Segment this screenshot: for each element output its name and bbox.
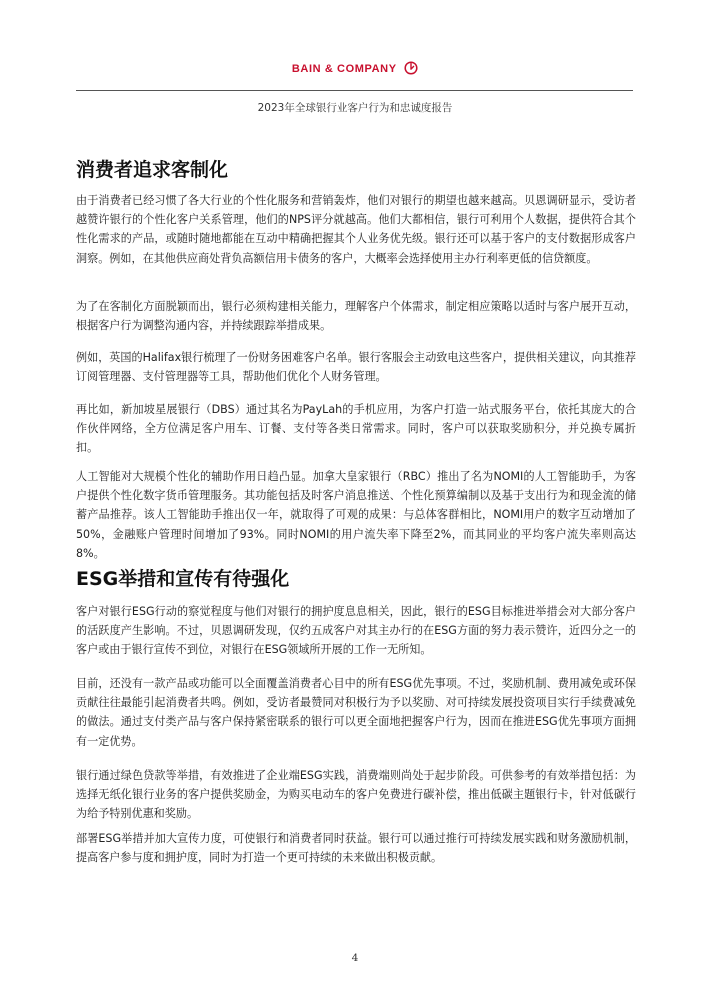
brand-name: BAIN & COMPANY bbox=[291, 63, 397, 75]
brand-header bbox=[0, 61, 710, 80]
paragraph: 客户对银行ESG行动的察觉程度与他们对银行的拥护度息息相关，因此，银行的ESG目标推进举措会对大部分客户的活跃度产生影响。不过，贝恩调研发现，仅约五成客户对其主办行的在ESG方面的努力表示赞许，近四分之一的客户或由于银行宣传不到位，对银行在ESG领域所开展的工作一无所知。 bbox=[76, 605, 636, 657]
paragraph: 为了在客制化方面脱颖而出，银行必须构建相关能力，理解客户个体需求，制定相应策略以适时与客户展开互动，根据客户行为调整沟通内容，并持续跟踪举措成果。 bbox=[76, 300, 636, 333]
paragraph: 例如，英国的Halifax银行梳理了一份财务困难客户名单。银行客服会主动致电这些客户，提供相关建议，向其推荐订阅管理器、支付管理器等工具，帮助他们优化个人财务管理。 bbox=[76, 351, 636, 384]
paragraph: 再比如，新加坡星展银行（DBS）通过其名为PayLah的手机应用，为客户打造一站式服务平台，依托其庞大的合作伙伴网络，全方位满足客户用车、订餐、支付等各类日常需求。同时，客户可以获取奖励积分，并兑换专属折扣。 bbox=[76, 403, 636, 455]
section-heading-customization: 消费者追求客制化 bbox=[76, 159, 229, 181]
section-heading-esg: ESG举措和宣传有待强化 bbox=[76, 568, 290, 590]
report-title: 2023年全球银行业客户行为和忠诚度报告 bbox=[257, 102, 453, 114]
paragraph: 目前，还没有一款产品或功能可以全面覆盖消费者心目中的所有ESG优先事项。不过，奖励机制、费用减免或环保贡献往往最能引起消费者共鸣。例如，受访者最赞同对积极行为予以奖励、对可持续发展投资项目实行手续费减免的做法。通过支付类产品与客户保持紧密联系的银行可以更全面地把握客户行为，因而在推进ESG优先事项方面拥有一定优势。 bbox=[76, 677, 636, 748]
header-divider bbox=[76, 90, 633, 91]
paragraph: 银行通过绿色贷款等举措，有效推进了企业端ESG实践，消费端则尚处于起步阶段。可供参考的有效举措包括：为选择无纸化银行业务的客户提供奖励金，为购买电动车的客户免费进行碳补偿，推出低碳主题银行卡，针对低碳行为给予特别优惠和奖励。 bbox=[76, 769, 636, 821]
paragraph: 由于消费者已经习惯了各大行业的个性化服务和营销轰炸，他们对银行的期望也越来越高。贝恩调研显示，受访者越赞许银行的个性化客户关系管理，他们的NPS评分就越高。他们大都相信，银行可利用个人数据，提供符合其个性化需求的产品，或随时随地都能在互动中精确把握其个人业务优先级。银行还可以基于客户的支付数据形成客户洞察。例如，在其他供应商处背负高额信用卡债务的客户，大概率会选择使用主办行利率更低的信贷额度。 bbox=[76, 194, 636, 265]
page-number: 4 bbox=[351, 952, 359, 964]
bain-circle-logo-icon bbox=[404, 61, 418, 80]
paragraph: 部署ESG举措并加大宣传力度，可使银行和消费者同时获益。银行可以通过推行可持续发展实践和财务激励机制，提高客户参与度和拥护度，同时为打造一个更可持续的未来做出积极贡献。 bbox=[76, 832, 636, 865]
paragraph: 人工智能对大规模个性化的辅助作用日趋凸显。加拿大皇家银行（RBC）推出了名为NOMI的人工智能助手，为客户提供个性化数字货币管理服务。其功能包括及时客户消息推送、个性化预算编制以及基于支出行为和现金流的储蓄产品推荐。该人工智能助手推出仅一年，就取得了可观的成果：与总体客群相比，NOMI用户的数字互动增加了50%，金融账户管理时间增加了93%。同时NOMI的用户流失率下降至2%，而其同业的平均客户流失率则高达8%。 bbox=[76, 470, 636, 560]
